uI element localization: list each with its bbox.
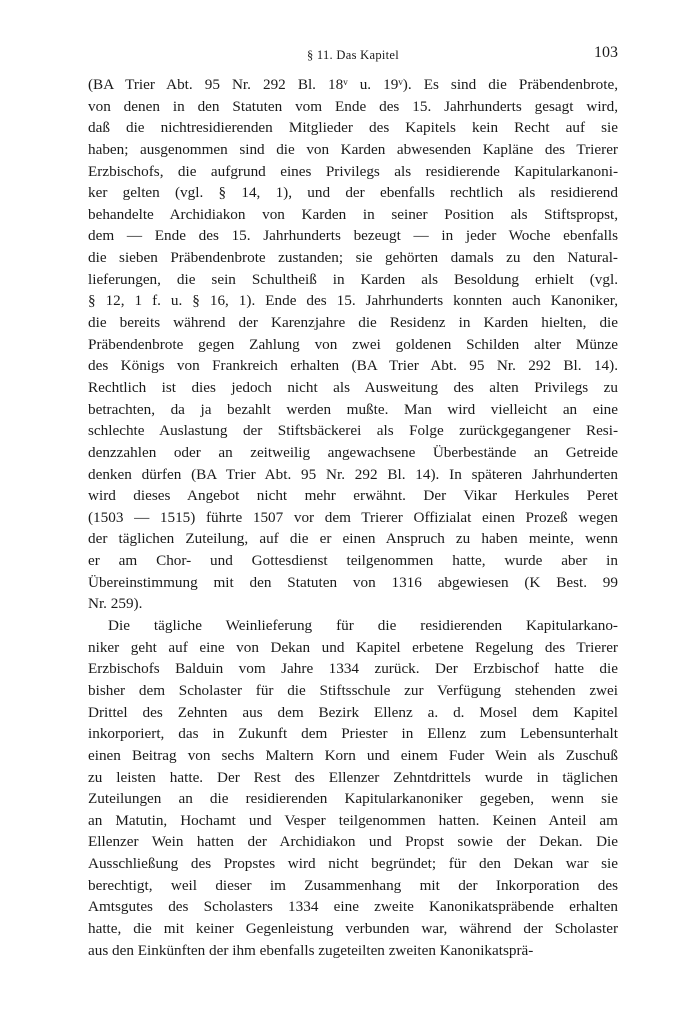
- text-line: des Königs von Frankreich erhalten (BA Trier Abt. 95 Nr. 292 Bl. 14).: [88, 357, 618, 375]
- text-line: Rechtlich ist dies jedoch nicht als Ausweitung des alten Privilegs zu: [88, 378, 618, 396]
- text-line: einen Beitrag von sechs Maltern Korn und einem Fuder Wein als Zuschuß: [88, 746, 618, 764]
- text-line: Amtsgutes des Scholasters 1334 eine zweite Kanonikatspräbende erhalten: [88, 898, 618, 916]
- text-line: dem — Ende des 15. Jahrhunderts bezeugt — in jeder Woche ebenfalls: [88, 227, 618, 245]
- text-line: Übereinstimmung mit den Statuten von 1316 abgewiesen (K Best. 99: [88, 573, 618, 591]
- text-line: Drittel des Zehnten aus dem Bezirk Ellenz a. d. Mosel dem Kapitel: [88, 703, 618, 721]
- text-line: die bereits während der Karenzjahre die Residenz in Karden hielten, die: [88, 314, 618, 332]
- paragraph: [88, 74, 618, 615]
- text-line: Die tägliche Weinlieferung für die residierenden Kapitularkano-: [108, 617, 618, 635]
- text-line: denken dürfen (BA Trier Abt. 95 Nr. 292 Bl. 14). In späteren Jahrhunderten: [88, 465, 618, 483]
- page-number: 103: [594, 44, 618, 61]
- text-line: der täglichen Zuteilung, auf die er einen Anspruch zu haben meinte, wenn: [88, 530, 618, 548]
- running-title: § 11. Das Kapitel: [306, 48, 400, 62]
- text-line: Präbendenbrote gegen Zahlung von zwei goldenen Schilden alter Münze: [88, 335, 618, 353]
- text-line: bisher dem Scholaster für die Stiftsschule zur Verfügung stehenden zwei: [88, 681, 618, 699]
- text-line: (1503 — 1515) führte 1507 vor dem Trierer Offizialat einen Prozeß wegen: [88, 508, 618, 526]
- text-line: Erzbischofs Balduin vom Jahre 1334 zurück. Der Erzbischof hatte die: [88, 660, 618, 678]
- text-line: er am Chor- und Gottesdienst teilgenommen hatte, wurde aber in: [88, 552, 618, 570]
- text-line: lieferungen, die sein Schultheiß in Karden als Besoldung erhielt (vgl.: [88, 270, 618, 288]
- text-line: Ellenzer Wein hatten der Archidiakon und Propst sowie der Dekan. Die: [88, 833, 618, 851]
- body-text: [88, 74, 618, 961]
- paragraph: [88, 615, 618, 961]
- text-line: daß die nichtresidierenden Mitglieder des Kapitels kein Recht auf sie: [88, 119, 618, 137]
- text-line: Nr. 259).: [88, 595, 143, 613]
- text-line: behandelte Archidiakon von Karden in seiner Position als Stiftspropst,: [88, 205, 618, 223]
- text-line: Ausschließung des Propstes wird nicht begründet; für den Dekan war sie: [88, 855, 618, 873]
- text-line: Zuteilungen an die residierenden Kapitularkanoniker gegeben, wenn sie: [88, 790, 618, 808]
- text-line: betrachten, da ja bezahlt werden mußte. Man wird vielleicht an eine: [88, 400, 618, 418]
- text-line: die sieben Präbendenbrote zustanden; sie gehörten damals zu den Natural-: [88, 249, 618, 267]
- page-header: [88, 44, 618, 70]
- text-line: schlechte Auslastung der Stiftsbäckerei als Folge zurückgegangener Resi-: [88, 422, 618, 440]
- text-line: von denen in den Statuten vom Ende des 15. Jahrhunderts gesagt wird,: [88, 97, 618, 115]
- text-line: hatte, die mit keiner Gegenleistung verbunden war, während der Scholaster: [88, 919, 618, 937]
- text-line: § 12, 1 f. u. § 16, 1). Ende des 15. Jahrhunderts konnten auch Kanoniker,: [88, 292, 618, 310]
- text-line: an Matutin, Hochamt und Vesper teilgenommen hatten. Keinen Anteil am: [88, 811, 618, 829]
- text-line: aus den Einkünften der ihm ebenfalls zugeteilten zweiten Kanonikatsprä-: [88, 941, 534, 959]
- text-line: zu leisten hatte. Der Rest des Ellenzer Zehntdrittels wurde in täglichen: [88, 768, 618, 786]
- text-line: ker gelten (vgl. § 14, 1), und der ebenfalls rechtlich als residierend: [88, 184, 618, 202]
- text-line: wird dieses Angebot nicht mehr erwähnt. Der Vikar Herkules Peret: [88, 487, 618, 505]
- text-line: Erzbischofs, die aufgrund eines Privilegs als residierende Kapitularkanoni-: [88, 162, 618, 180]
- text-line: haben; ausgenommen sind die von Karden abwesenden Kapläne des Trierer: [88, 140, 618, 158]
- text-line: niker geht auf eine von Dekan und Kapitel erbetene Regelung des Trierer: [88, 638, 618, 656]
- text-line: berechtigt, weil dieser im Zusammenhang mit der Inkorporation des: [88, 876, 618, 894]
- text-line: denzzahlen oder an zeitweilig angewachsene Überbestände an Getreide: [88, 443, 618, 461]
- text-line: (BA Trier Abt. 95 Nr. 292 Bl. 18ᵛ u. 19ᵛ). Es sind die Präbendenbrote,: [88, 76, 618, 93]
- text-line: inkorporiert, das in Zukunft dem Priester in Ellenz zum Lebensunterhalt: [88, 725, 618, 743]
